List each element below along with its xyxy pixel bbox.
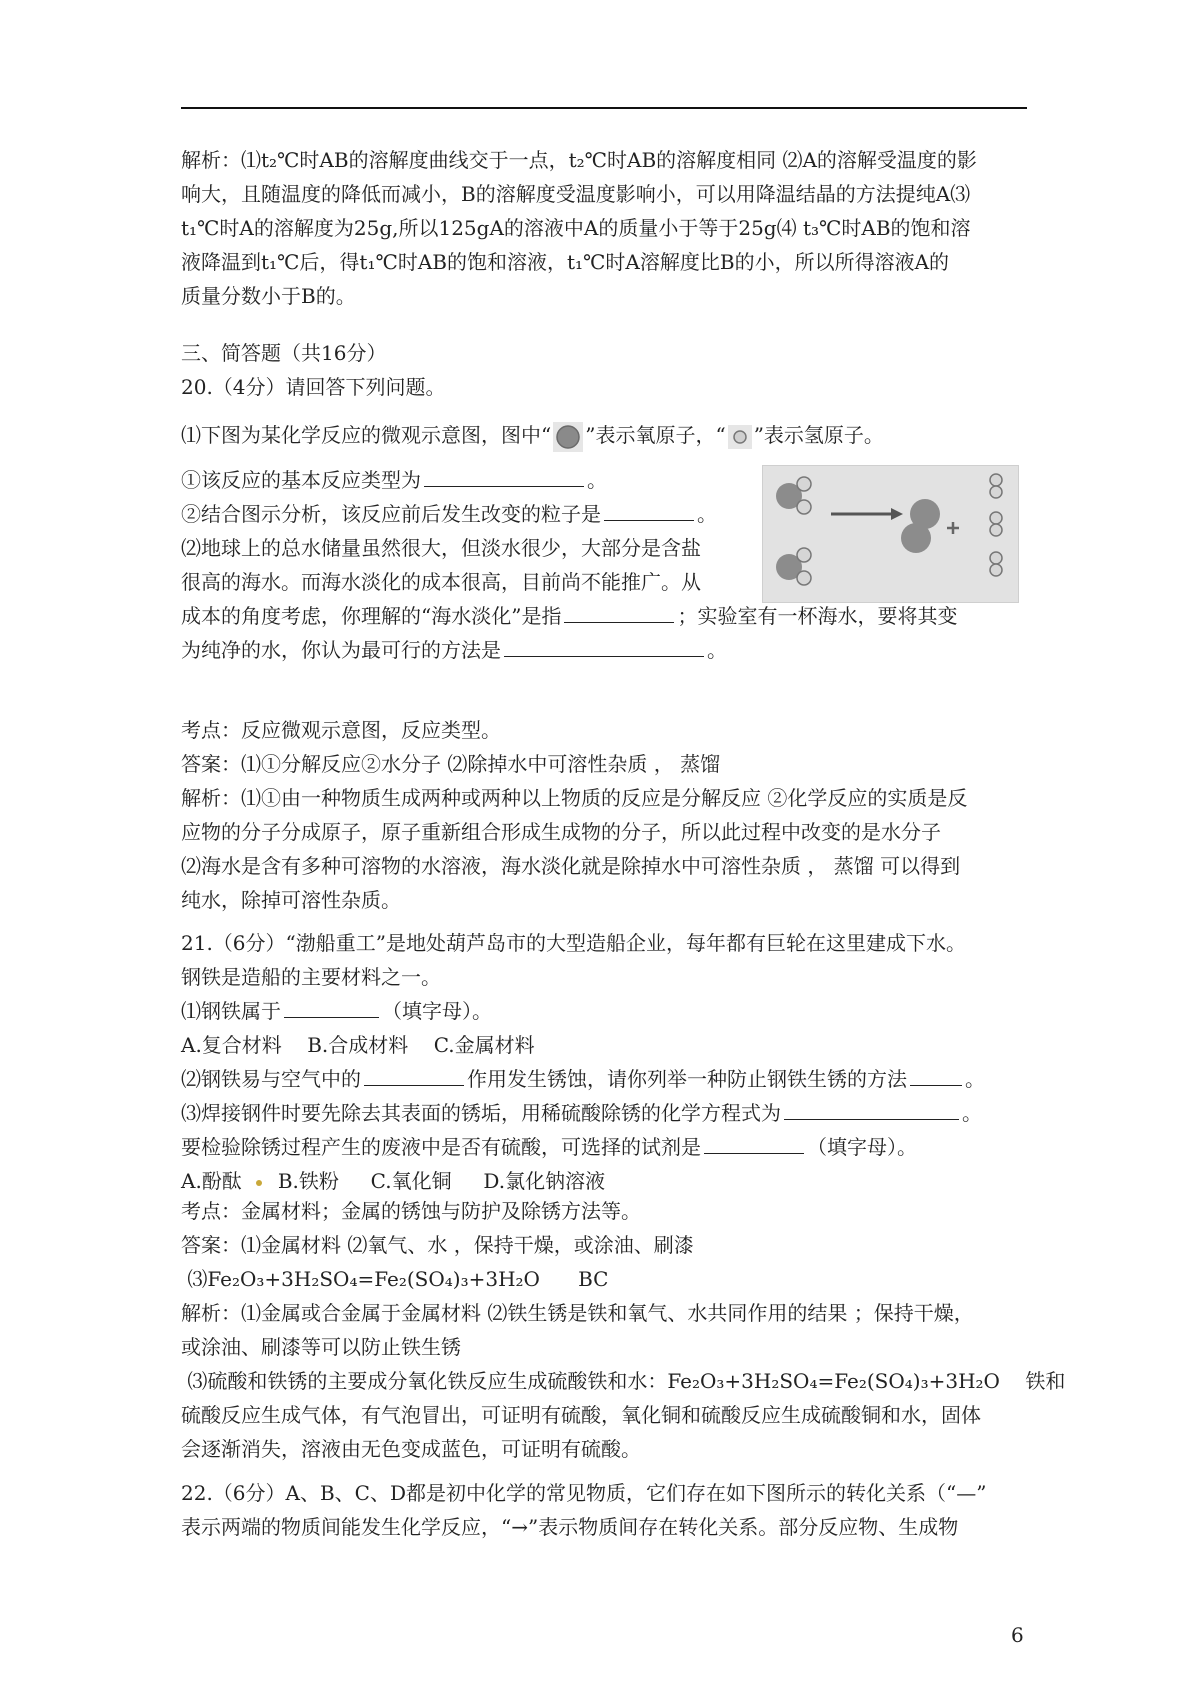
q22	[181, 1476, 1027, 1544]
hydrogen-atom-icon	[728, 425, 752, 449]
text-line: 钢铁是造船的主要材料之一。	[181, 965, 441, 989]
text-line: 响大，且随温度的降低而减小，B的溶解度受温度影响小，可以用降温结晶的方法提纯A⑶	[181, 182, 971, 206]
text-line: 纯水，除掉可溶性杂质。	[181, 888, 401, 912]
text-line	[181, 1164, 1027, 1198]
kaodian: 考点：反应微观示意图，反应类型。	[181, 718, 501, 742]
text-line: 很高的海水。而海水淡化的成本很高，目前尚不能推广。从	[181, 570, 701, 594]
answer-blank[interactable]	[784, 1097, 959, 1120]
text-line: 21.（6分）“渤船重工”是地处葫芦岛市的大型造船企业，每年都有巨轮在这里建成下水。	[181, 931, 966, 955]
question-20-title: 20.（4分）请回答下列问题。	[181, 375, 446, 399]
header-rule	[181, 107, 1027, 109]
text-line: A.复合材料 B.合成材料 C.金属材料	[181, 1033, 535, 1057]
text-line: 硫酸反应生成气体，有气泡冒出，可证明有硫酸，氧化铜和硫酸反应生成硫酸铜和水，固体	[181, 1403, 981, 1427]
text-line: 或涂油、刷漆等可以防止铁生锈	[181, 1335, 461, 1359]
text-line: 会逐渐消失，溶液由无色变成蓝色，可证明有硫酸。	[181, 1437, 641, 1461]
kaodian: 考点：金属材料；金属的锈蚀与防护及除锈方法等。	[181, 1199, 641, 1223]
text-fragment: （填字母）。	[382, 999, 492, 1023]
text-line: ⑵海水是含有多种可溶物的水溶液，海水淡化就是除掉水中可溶性杂质 ， 蒸馏 可以得到	[181, 854, 961, 878]
answer-blank[interactable]	[910, 1063, 962, 1086]
text-line: 解析：⑴t₂℃时AB的溶解度曲线交于一点，t₂℃时AB的溶解度相同 ⑵A的溶解受温度的影	[181, 148, 977, 172]
text-line	[181, 418, 1027, 452]
text-fragment: ②结合图示分析，该反应前后发生改变的粒子是	[181, 502, 601, 526]
answer-blank[interactable]	[504, 634, 704, 657]
oxygen-atom-icon	[553, 422, 583, 452]
answer: 答案：⑴①分解反应②水分子 ⑵除掉水中可溶性杂质 ， 蒸馏	[181, 752, 721, 776]
text-fragment: ”表示氢原子。	[753, 423, 884, 447]
answer: ⑶Fe₂O₃+3H₂SO₄=Fe₂(SO₄)₃+3H₂O BC	[181, 1267, 609, 1291]
text-fragment: 为纯净的水，你认为最可行的方法是	[181, 638, 501, 662]
text-fragment: ”表示氧原子，“	[585, 423, 726, 447]
text-fragment: 作用发生锈蚀，请你列举一种防止钢铁生锈的方法	[467, 1067, 907, 1091]
text-line	[181, 1096, 1027, 1130]
text-fragment: ⑴下图为某化学反应的微观示意图，图中“	[181, 423, 552, 447]
stray-mark	[256, 1180, 262, 1186]
text-fragment: B.铁粉 C.氧化铜 D.氯化钠溶液	[277, 1169, 606, 1193]
answer-blank[interactable]	[424, 464, 584, 487]
answer-blank[interactable]	[704, 1131, 804, 1154]
page-number: 6	[1011, 1623, 1024, 1647]
text-line: ①该反应的基本反应类型为 。	[181, 463, 1027, 497]
text-fragment: 。	[962, 1101, 982, 1125]
text-line: 解析：⑴金属或合金属于金属材料 ⑵铁生锈是铁和氧气、水共同作用的结果 ；保持干燥，	[181, 1301, 974, 1325]
text-line: ⑶硫酸和铁锈的主要成分氧化铁反应生成硫酸铁和水：Fe₂O₃+3H₂SO₄=Fe₂(SO₄)₃+3H₂O 铁和	[181, 1369, 1066, 1393]
text-fragment: ⑶焊接钢件时要先除去其表面的锈垢，用稀硫酸除锈的化学方程式为	[181, 1101, 781, 1125]
text-line	[181, 599, 1027, 633]
text-fragment: 成本的角度考虑，你理解的“海水淡化”是指	[181, 604, 562, 628]
text-line: t₁℃时A的溶解度为25g,所以125gA的溶液中A的质量小于等于25g⑷ t₃℃时AB的饱和溶	[181, 216, 971, 240]
q21-solution	[181, 1194, 1066, 1466]
text-line	[181, 1130, 1027, 1164]
text-line: 质量分数小于B的。	[181, 284, 356, 308]
q20-intro	[181, 418, 1027, 452]
text-line: 为纯净的水，你认为最可行的方法是 。	[181, 633, 1027, 667]
text-line	[181, 994, 1027, 1028]
spacer	[242, 1168, 278, 1188]
text-line: 解析：⑴①由一种物质生成两种或两种以上物质的反应是分解反应 ②化学反应的实质是反	[181, 786, 968, 810]
answer-blank[interactable]	[364, 1063, 464, 1086]
text-line	[181, 1062, 1027, 1096]
text-line: 应物的分子分成原子，原子重新组合形成生成物的分子，所以此过程中改变的是水分子	[181, 820, 941, 844]
answer-blank[interactable]	[564, 600, 674, 623]
text-fragment: ；实验室有一杯海水，要将其变	[677, 604, 958, 628]
text-line: 表示两端的物质间能发生化学反应，“→”表示物质间存在转化关系。部分反应物、生成物	[181, 1515, 959, 1539]
text-line: 液降温到t₁℃后，得t₁℃时AB的饱和溶液，t₁℃时A溶解度比B的小，所以所得溶液A的	[181, 250, 950, 274]
section-title: 三、简答题（共16分）	[181, 341, 387, 365]
answer: 答案：⑴金属材料 ⑵氧气、水 ，保持干燥，或涂油、刷漆	[181, 1233, 694, 1257]
text-fragment: ①该反应的基本反应类型为	[181, 468, 421, 492]
text-line: ⑵地球上的总水储量虽然很大，但淡水很少，大部分是含盐	[181, 536, 701, 560]
text-fragment: A.酚酞	[181, 1169, 242, 1193]
text-fragment: 。	[965, 1067, 985, 1091]
q20-solution	[181, 713, 1027, 917]
text-line: ②结合图示分析，该反应前后发生改变的粒子是 。	[181, 497, 1027, 531]
answer-blank[interactable]	[604, 498, 694, 521]
reaction-diagram	[762, 465, 1019, 603]
text-fragment: （填字母）。	[807, 1135, 917, 1159]
answer-blank[interactable]	[284, 995, 379, 1018]
text-line: 22.（6分）A、B、C、D都是初中化学的常见物质，它们存在如下图所示的转化关系（“—”	[181, 1481, 987, 1505]
section-3-header	[181, 336, 1027, 404]
text-fragment: 要检验除锈过程产生的废液中是否有硫酸，可选择的试剂是	[181, 1135, 701, 1159]
q19-analysis	[181, 143, 1027, 313]
text-fragment: ⑵钢铁易与空气中的	[181, 1067, 361, 1091]
text-fragment: ⑴钢铁属于	[181, 999, 281, 1023]
q21	[181, 926, 1027, 1198]
